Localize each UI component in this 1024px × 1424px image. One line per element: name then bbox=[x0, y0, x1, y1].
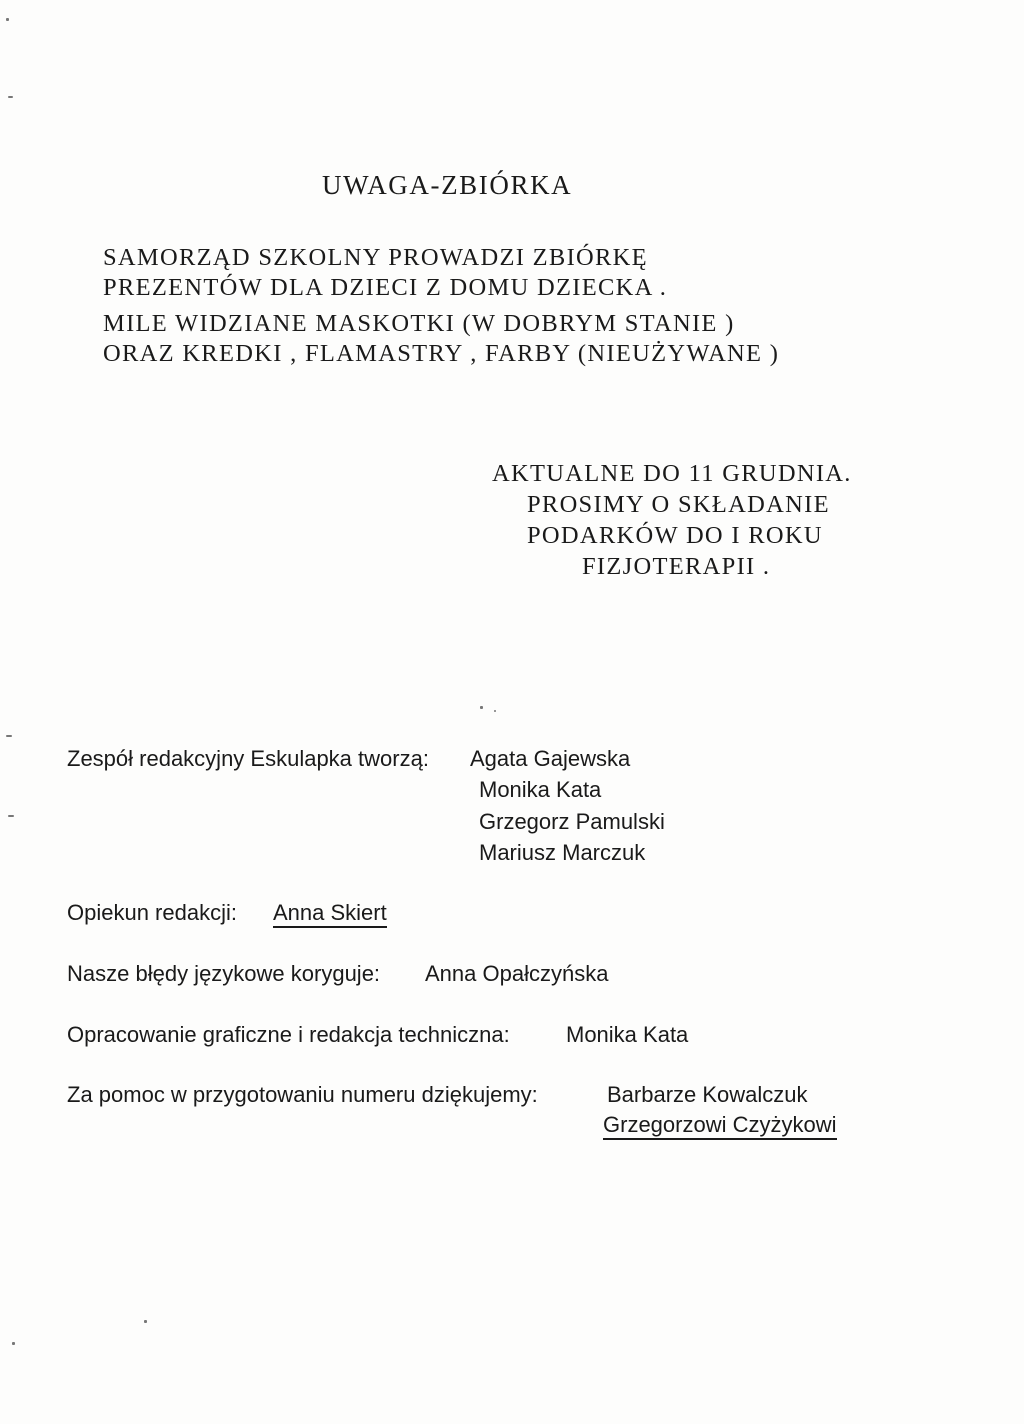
scan-speck bbox=[8, 815, 14, 817]
language-name: Anna Opałczyńska bbox=[425, 961, 609, 986]
deadline-line-2: PROSIMY O SKŁADANIE bbox=[527, 491, 830, 518]
language-label: Nasze błędy językowe koryguje: bbox=[67, 961, 381, 986]
scan-speck bbox=[480, 706, 483, 709]
scan-speck bbox=[144, 1320, 147, 1323]
team-label: Zespół redakcyjny Eskulapka tworzą: bbox=[67, 746, 429, 771]
notice-line-3: MILE WIDZIANE MASKOTKI (W DOBRYM STANIE ) bbox=[103, 310, 735, 337]
scan-speck bbox=[494, 710, 496, 712]
deadline-line-3: PODARKÓW DO I ROKU bbox=[527, 522, 823, 549]
graphics-label: Opracowanie graficzne i redakcja techniczna: bbox=[67, 1022, 510, 1047]
team-member: Grzegorz Pamulski bbox=[479, 809, 665, 834]
notice-line-2: PREZENTÓW DLA DZIECI Z DOMU DZIECKA . bbox=[103, 274, 668, 301]
deadline-line-1: AKTUALNE DO 11 GRUDNIA. bbox=[492, 460, 852, 487]
notice-line-4: ORAZ KREDKI , FLAMASTRY , FARBY (NIEUŻYWANE ) bbox=[103, 340, 780, 367]
team-member: Mariusz Marczuk bbox=[479, 840, 646, 865]
notice-line-1: SAMORZĄD SZKOLNY PROWADZI ZBIÓRKĘ bbox=[103, 244, 648, 271]
thanks-label: Za pomoc w przygotowaniu numeru dziękujemy: bbox=[67, 1082, 538, 1107]
team-member: Agata Gajewska bbox=[470, 746, 631, 771]
scan-speck bbox=[6, 735, 12, 737]
deadline-line-4: FIZJOTERAPII . bbox=[582, 553, 771, 580]
team-member: Monika Kata bbox=[479, 777, 602, 802]
supervisor-name: Anna Skiert bbox=[273, 900, 387, 928]
graphics-name: Monika Kata bbox=[566, 1022, 689, 1047]
scan-speck bbox=[6, 18, 9, 21]
thanks-name: Barbarze Kowalczuk bbox=[607, 1082, 808, 1107]
supervisor-label: Opiekun redakcji: bbox=[67, 900, 237, 925]
scan-speck bbox=[8, 96, 13, 98]
thanks-name: Grzegorzowi Czyżykowi bbox=[603, 1112, 837, 1140]
scan-speck bbox=[12, 1342, 15, 1345]
notice-title: UWAGA-ZBIÓRKA bbox=[322, 170, 573, 200]
